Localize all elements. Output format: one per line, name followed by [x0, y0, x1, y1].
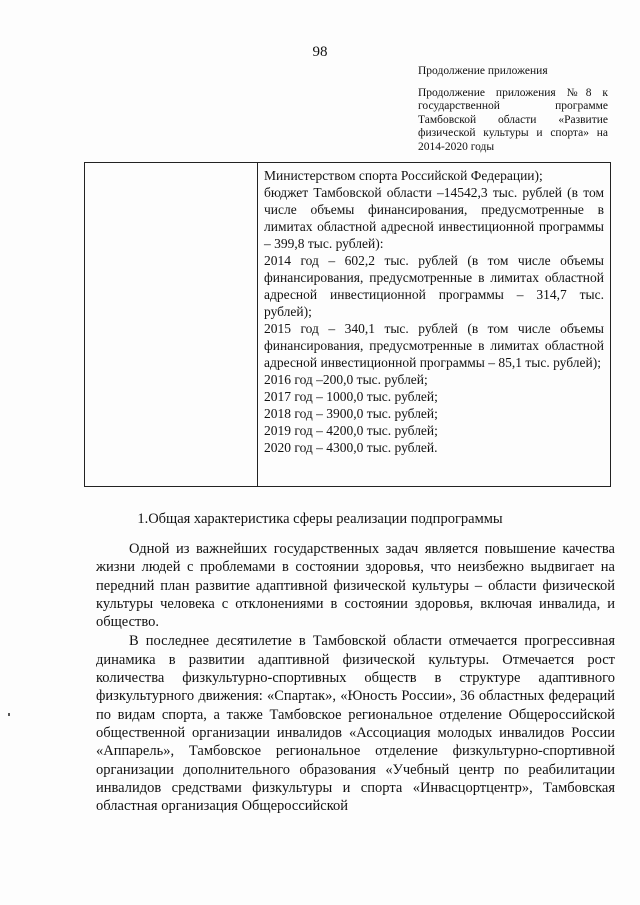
funding-table-right-cell	[258, 163, 610, 486]
funding-line: 2020 год – 4300,0 тыс. рублей.	[264, 440, 438, 455]
page-number: 98	[312, 44, 328, 60]
appendix-reference: Продолжение приложения №8 к государственной программе Тамбовской области «Развитие физической культуры и спорта» на 2014-2020 годы	[418, 86, 608, 153]
section-title: 1.Общая характеристика сферы реализации подпрограммы	[137, 511, 503, 527]
section-body	[96, 540, 615, 815]
funding-line: Министерством спорта Российской Федерации);	[264, 168, 543, 183]
body-paragraph: Одной из важнейших государственных задач является повышение качества жизни людей с проблемами в состоянии здоровья, что неизбежно выдвигает на передний план развитие адаптивной физической культуры – области физической культуры человека с отклонениями в состоянии здоровья, включая инвалида, и общество.	[96, 541, 615, 631]
funding-line: 2017 год – 1000,0 тыс. рублей;	[264, 389, 438, 404]
scan-speck	[8, 713, 10, 716]
funding-line: 2015 год – 340,1 тыс. рублей (в том числе объемы финансирования, предусмотренные в лимитах областной адресной инвестиционной программы – 85,1 тыс. рублей);	[264, 321, 604, 370]
appendix-header	[418, 65, 608, 154]
funding-table-left-cell	[85, 163, 258, 486]
funding-line: 2018 год – 3900,0 тыс. рублей;	[264, 406, 438, 421]
body-paragraph: В последнее десятилетие в Тамбовской области отмечается прогрессивная динамика в развитии адаптивной физической культуры. Отмечается рост количества физкультурно-спортивных обществ в структуре адаптивного физкультурного движения: «Спартак», «Юность России», 36 областных федераций по видам спорта, а также Тамбовское региональное отделение Общероссийской общественной организации инвалидов «Ассоциация молодых инвалидов России «Аппарель», Тамбовское региональное отделение физкультурно-спортивной организации дополнительного образования «Учебный центр по реабилитации инвалидов средствами физкультуры и спорта «Инвасцортцентр», Тамбовская областная организация Общероссийской	[96, 633, 615, 815]
funding-line: 2014 год – 602,2 тыс. рублей (в том числе объемы финансирования, предусмотренные в лимитах областной адресной инвестиционной программы – 314,7 тыс. рублей);	[264, 253, 604, 319]
funding-table	[84, 162, 611, 487]
funding-line: 2019 год – 4200,0 тыс. рублей;	[264, 423, 438, 438]
appendix-continuation: Продолжение приложения	[418, 65, 548, 77]
funding-line: бюджет Тамбовской области –14542,3 тыс. рублей (в том числе объемы финансирования, предусмотренные в лимитах областной адресной инвестиционной программы – 399,8 тыс. рублей):	[264, 185, 604, 251]
funding-line: 2016 год –200,0 тыс. рублей;	[264, 372, 428, 387]
